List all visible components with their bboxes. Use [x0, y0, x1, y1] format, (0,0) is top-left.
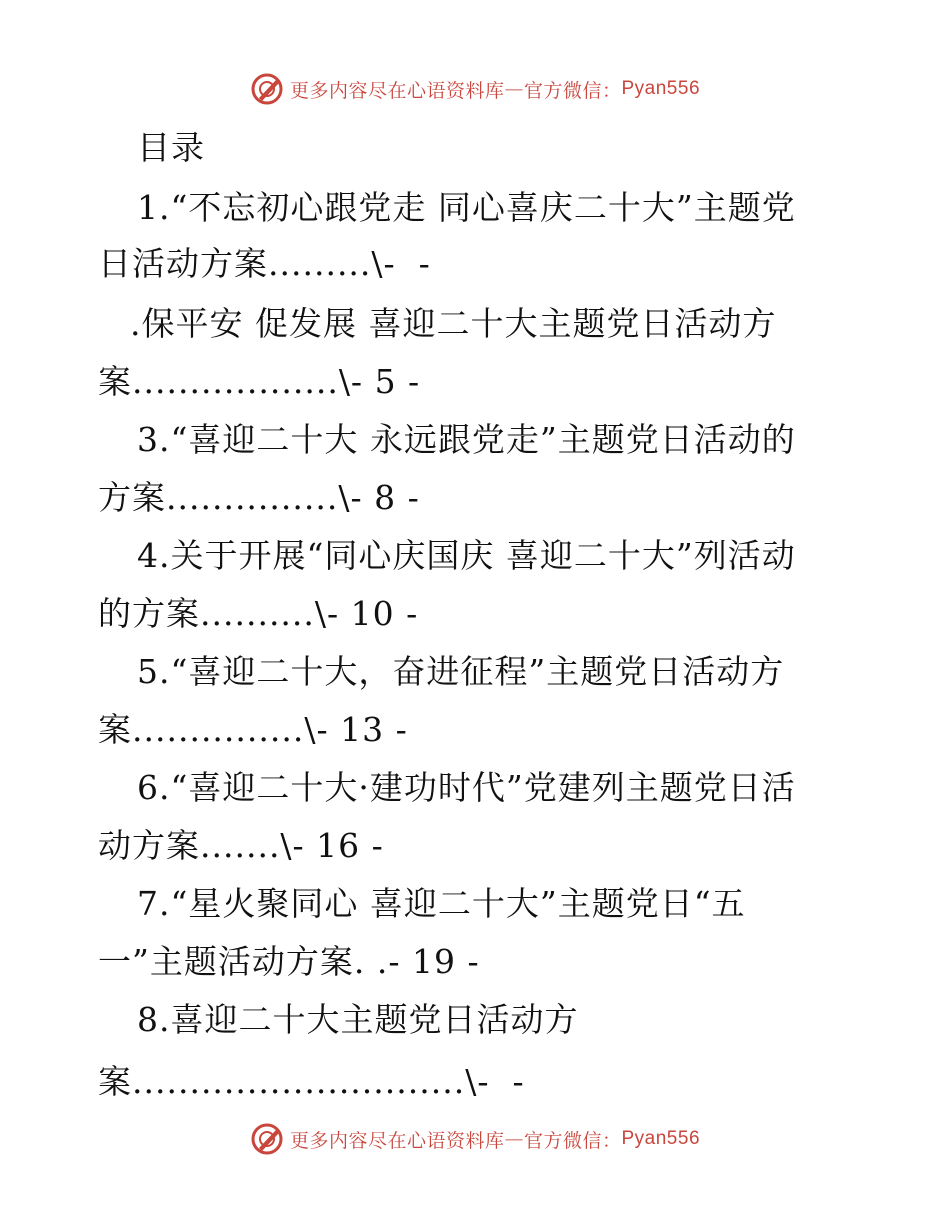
toc-item-3-line-2: 方案...............\- 8 -	[98, 478, 420, 517]
toc-item-5-line-1: 5.“喜迎二十大，奋进征程”主题党日活动方	[137, 652, 785, 691]
toc-item-1-line-2: 日活动方案.........\- -	[98, 244, 431, 283]
toc-item-7-line-2: 一”主题活动方案. .- 19 -	[98, 942, 480, 981]
toc-item-2-line-2: 案..................\- 5 -	[98, 362, 421, 401]
watermark-label: 官方微信：	[523, 79, 622, 102]
toc-item-1-line-1: 1.“不忘初心跟党走 同心喜庆二十大”主题党	[137, 188, 796, 227]
toc-item-7-line-1: 7.“星火聚同心 喜迎二十大”主题党日“五	[137, 884, 746, 923]
header-watermark	[0, 72, 950, 106]
watermark-text: 更多内容尽在心语资料库	[289, 79, 505, 102]
pen-logo-icon	[250, 72, 284, 106]
toc-item-5-line-2: 案...............\- 13 -	[98, 710, 408, 749]
toc-item-8-line-2: 案.............................\- -	[98, 1062, 525, 1101]
toc-item-8-line-1: 8.喜迎二十大主题党日活动方	[137, 1000, 579, 1039]
footer-watermark	[0, 1122, 950, 1156]
pen-logo-icon	[250, 1122, 284, 1156]
watermark-label: 官方微信：	[523, 1129, 622, 1152]
toc-item-4-line-1: 4.关于开展“同心庆国庆 喜迎二十大”列活动	[137, 536, 796, 575]
watermark-text: 更多内容尽在心语资料库	[289, 1129, 505, 1152]
watermark-separator: —	[504, 1128, 524, 1150]
toc-item-6-line-1: 6.“喜迎二十大·建功时代”党建列主题党日活	[137, 768, 796, 807]
watermark-id: Pyan556	[621, 78, 701, 99]
toc-title: 目录	[137, 128, 205, 167]
watermark-id: Pyan556	[621, 1128, 701, 1149]
toc-item-6-line-2: 动方案.......\- 16 -	[98, 826, 384, 865]
toc-item-3-line-1: 3.“喜迎二十大 永远跟党走”主题党日活动的	[137, 420, 796, 459]
watermark-separator: —	[504, 78, 524, 100]
toc-item-2-line-1: .保平安 促发展 喜迎二十大主题党日活动方	[130, 304, 777, 343]
toc-item-4-line-2: 的方案..........\- 10 -	[98, 594, 419, 633]
